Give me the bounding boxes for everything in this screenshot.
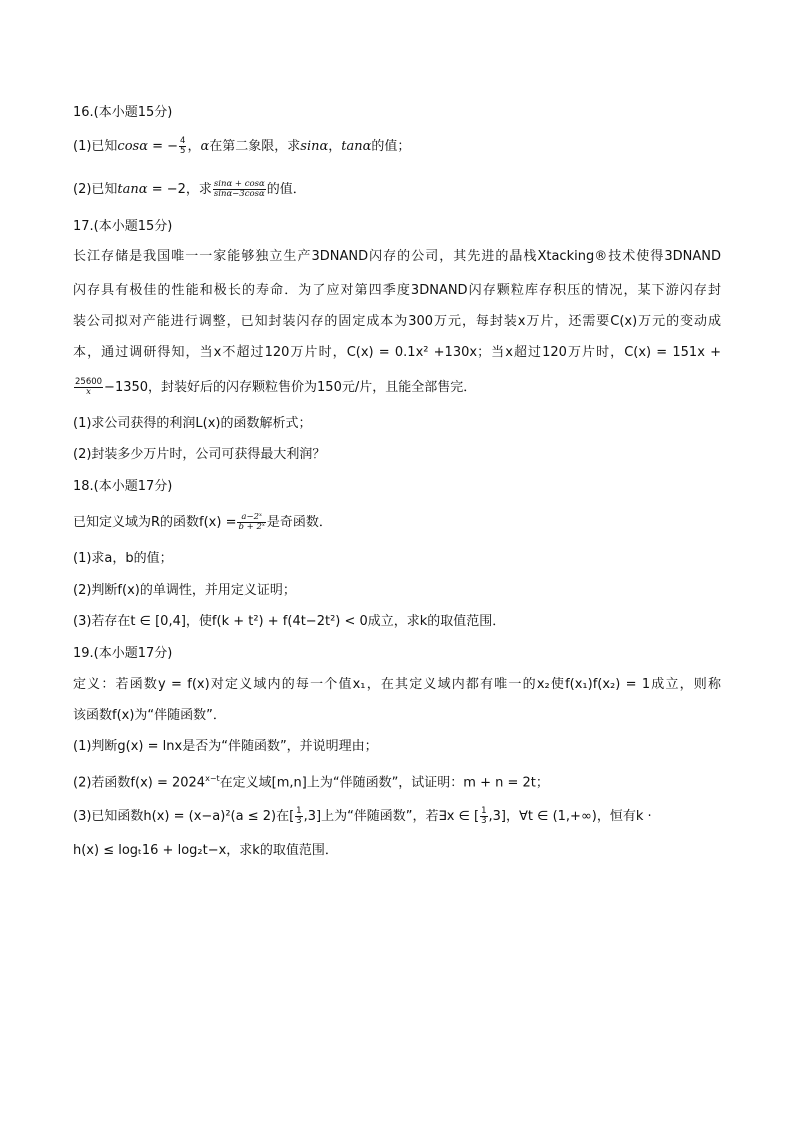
text: ,3]上为“伴随函数”，若∃x ∈ [ [303, 809, 480, 824]
text: 已知定义域为R的函数f(x) = [73, 515, 237, 530]
fraction [237, 513, 265, 532]
q17-line4: 本，通过调研得知，当x不超过120万片时，C(x) = 0.1x² +130x；当x超过120万片时，C(x) = 151x + [73, 345, 721, 360]
numerator: 1 [296, 806, 302, 816]
q17-line3: 装公司拟对产能进行调整，已知封装闪存的固定成本为300万元，每封装x万片，还需要C(x)万元的变动成 [73, 314, 721, 329]
q19-part2 [73, 770, 549, 792]
q17-line1: 长江存储是我国唯一一家能够独立生产3DNAND闪存的公司，其先进的晶栈Xtacking®技术使得3DNAND [73, 249, 721, 264]
q19-line2: 该函数f(x)为“伴随函数”． [73, 708, 226, 723]
fraction [295, 807, 302, 826]
denominator: sinα−3cosα [213, 189, 265, 199]
fraction [74, 378, 103, 397]
fraction [179, 137, 186, 156]
math: sinα [300, 139, 329, 154]
numerator: a−2ˣ [237, 513, 265, 523]
text: = −2，求 [147, 182, 212, 197]
numerator: 1 [481, 806, 487, 816]
text: = − [147, 139, 179, 154]
q19-part3 [73, 807, 652, 826]
q16-part2 [73, 180, 306, 199]
text: (2)已知 [73, 182, 118, 197]
numerator: 4 [180, 136, 186, 146]
text: 是奇函数． [266, 515, 332, 530]
q19-part3-cont: h(x) ≤ logₜ16 + log₂t−x，求k的取值范围． [73, 843, 338, 858]
fraction [480, 807, 487, 826]
q19-line1: 定义：若函数y = f(x)对定义域内的每一个值x₁，在其定义域内都有唯一的x₂使f(x₁)f(x₂) = 1成立，则称 [73, 677, 721, 692]
text: ， [328, 139, 342, 154]
q18-part3: (3)若存在t ∈ [0,4]，使f(k + t²) + f(4t−2t²) < 0成立，求k的取值范围． [73, 614, 506, 629]
denominator: 3 [481, 816, 487, 826]
text: (2)若函数f(x) = 2024 [73, 775, 206, 791]
q17-line5 [73, 378, 476, 397]
q18-header: 18.(本小题17分) [73, 479, 173, 494]
q18-line1 [73, 513, 332, 532]
text: 在定义域[m,n]上为“伴随函数”，试证明：m + n = 2t； [219, 775, 549, 791]
q18-part1: (1)求a，b的值； [73, 551, 173, 566]
math: cosα [117, 139, 148, 154]
text: −1350，封装好后的闪存颗粒售价为150元/片，且能全部售完． [104, 380, 477, 395]
fraction [213, 180, 266, 199]
q17-part1: (1)求公司获得的利润L(x)的函数解析式； [73, 416, 312, 431]
superscript: x−t [205, 774, 220, 783]
math: α [200, 139, 210, 154]
denominator: x [86, 387, 91, 397]
text: (3)已知函数h(x) = (x−a)²(a ≤ 2)在[ [73, 809, 295, 824]
q17-part2: (2)封装多少万片时，公司可获得最大利润？ [73, 447, 326, 462]
text: 的值； [371, 139, 411, 154]
q19-header: 19.(本小题17分) [73, 646, 173, 661]
q17-header: 17.(本小题15分) [73, 219, 173, 234]
text: ， [187, 139, 201, 154]
q18-part2: (2)判断f(x)的单调性，并用定义证明； [73, 583, 296, 598]
denominator: 3 [296, 816, 302, 826]
denominator: b + 2ˣ [238, 522, 265, 532]
denominator: 5 [180, 146, 186, 156]
text: (1)已知 [73, 139, 118, 154]
q17-line2: 闪存具有极佳的性能和极长的寿命．为了应对第四季度3DNAND闪存颗粒库存积压的情况，某下游闪存封 [73, 283, 721, 298]
text: 在第二象限，求 [209, 139, 301, 154]
math: tanα [117, 182, 148, 197]
math: tanα [341, 139, 372, 154]
text: 的值． [266, 182, 306, 197]
q16-header: 16.(本小题15分) [73, 105, 173, 120]
numerator: 25600 [75, 377, 103, 387]
text: ,3]，∀t ∈ (1,+∞)，恒有k · [488, 809, 652, 824]
numerator: sinα + cosα [213, 179, 265, 189]
q19-part1: (1)判断g(x) = lnx是否为“伴随函数”，并说明理由； [73, 739, 378, 754]
q16-part1 [73, 137, 410, 156]
